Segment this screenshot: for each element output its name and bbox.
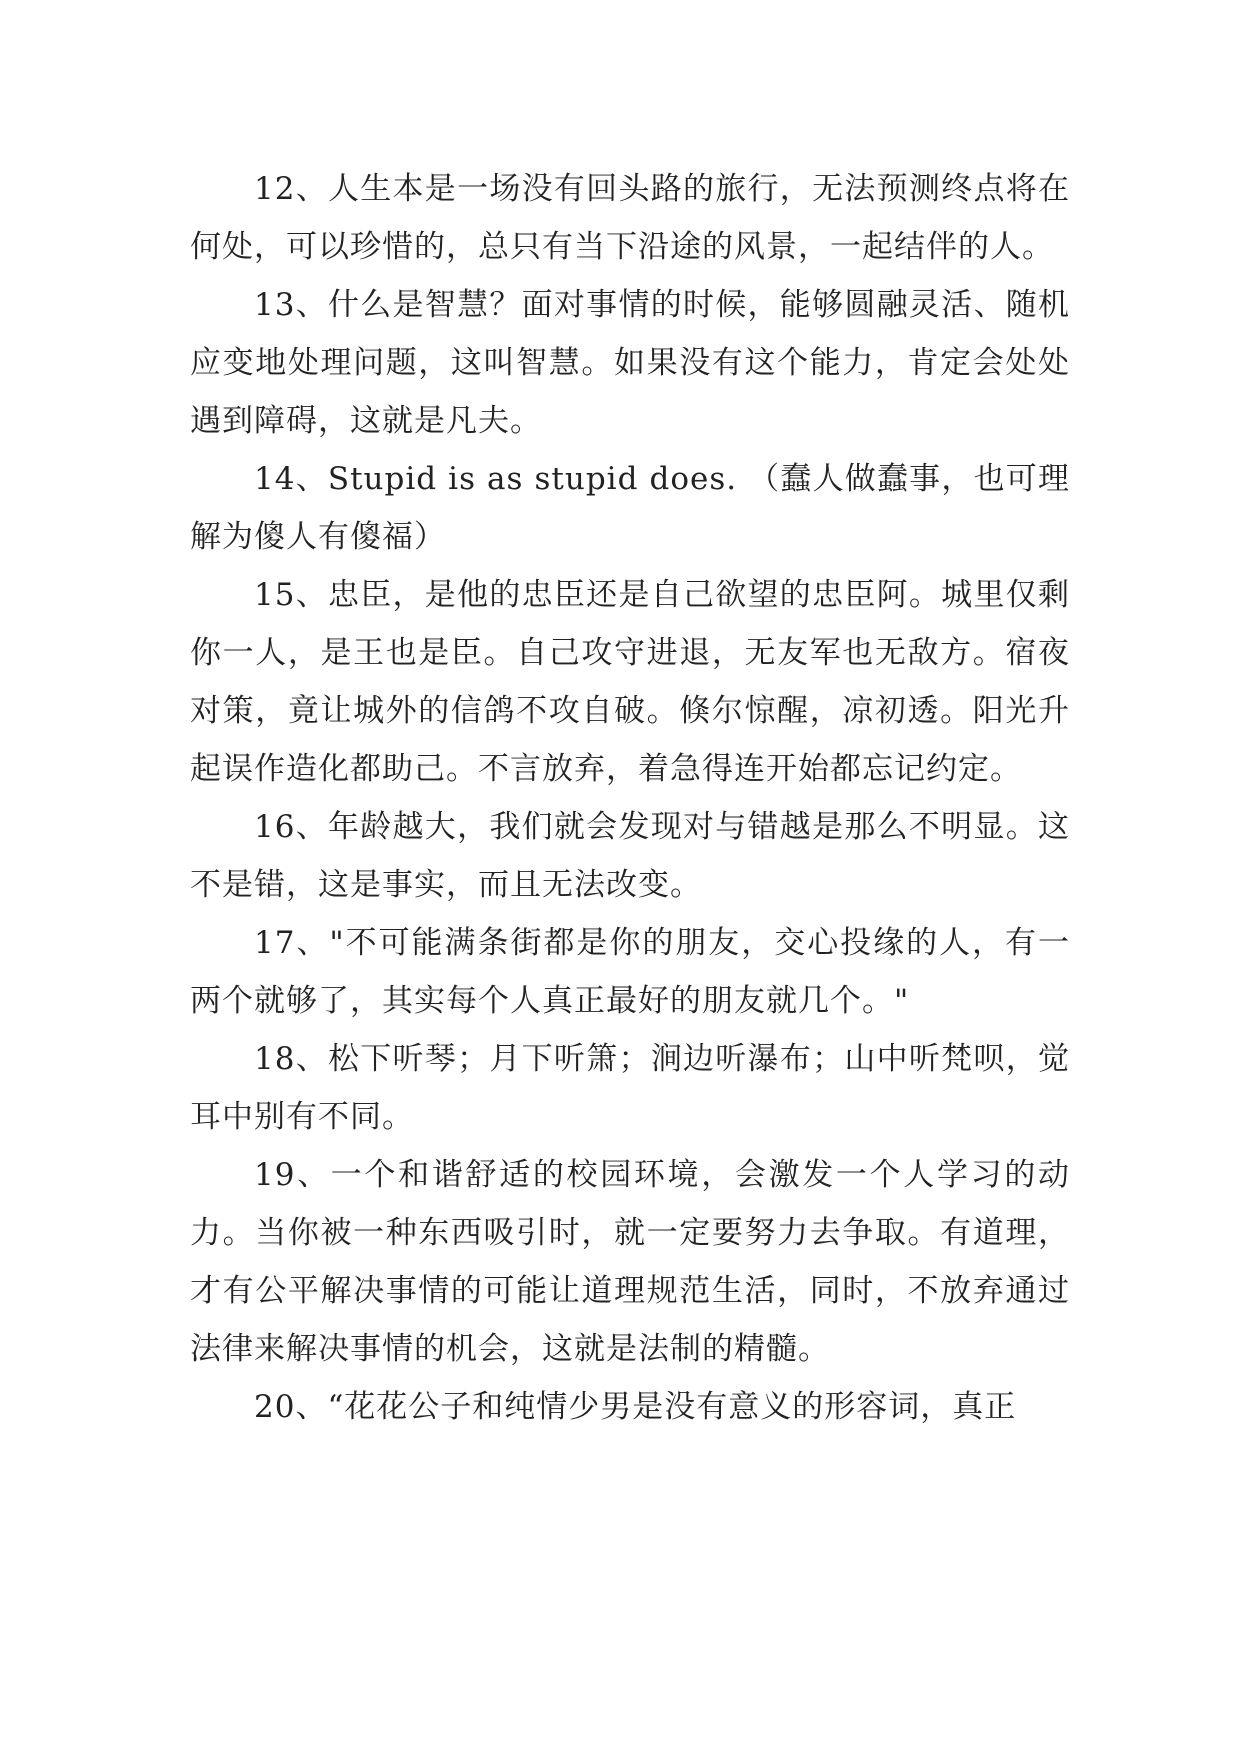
paragraph-18: 18、松下听琴；月下听箫；涧边听瀑布；山中听梵呗，觉耳中别有不同。 [190, 1041, 1070, 1135]
paragraph-12: 12、人生本是一场没有回头路的旅行，无法预测终点将在何处，可以珍惜的，总只有当下沿途的风景，一起结伴的人。 [190, 171, 1070, 265]
document-body [190, 160, 1070, 1436]
paragraph-19: 19、一个和谐舒适的校园环境，会激发一个人学习的动力。当你被一种东西吸引时，就一定要努力去争取。有道理，才有公平解决事情的可能让道理规范生活，同时，不放弃通过法律来解决事情的机会，这就是法制的精髓。 [190, 1157, 1070, 1367]
paragraph-20: 20、“花花公子和纯情少男是没有意义的形容词，真正 [254, 1389, 1017, 1425]
paragraph-14: 14、Stupid is as stupid does. （蠢人做蠢事，也可理解为傻人有傻福） [190, 461, 1070, 555]
paragraph-13: 13、什么是智慧？面对事情的时候，能够圆融灵活、随机应变地处理问题，这叫智慧。如果没有这个能力，肯定会处处遇到障碍，这就是凡夫。 [190, 287, 1070, 439]
paragraph-15: 15、忠臣，是他的忠臣还是自己欲望的忠臣阿。城里仅剩你一人，是王也是臣。自己攻守进退，无友军也无敌方。宿夜对策，竟让城外的信鸽不攻自破。倏尔惊醒，凉初透。阳光升起误作造化都助己。不言放弃，着急得连开始都忘记约定。 [190, 577, 1070, 787]
paragraph-16: 16、年龄越大，我们就会发现对与错越是那么不明显。这不是错，这是事实，而且无法改变。 [190, 809, 1070, 903]
paragraph-17: 17、"不可能满条街都是你的朋友，交心投缘的人，有一两个就够了，其实每个人真正最好的朋友就几个。" [190, 925, 1070, 1019]
